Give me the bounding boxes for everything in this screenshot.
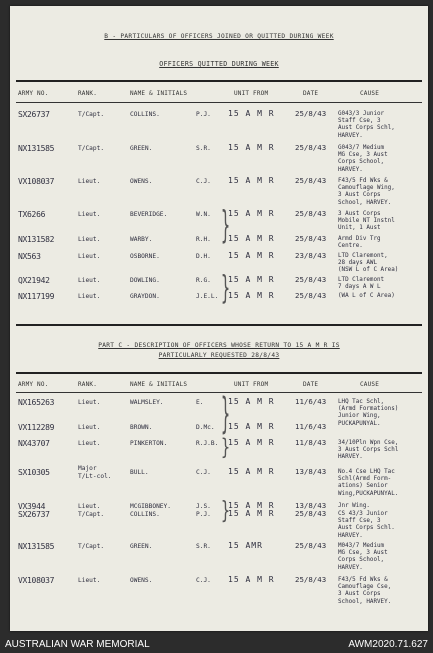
name: GREEN. [130, 543, 153, 550]
unit-from: 15 A M R [228, 422, 275, 431]
date: 25/8/43 [295, 275, 327, 284]
initials: J.E.L. [196, 293, 219, 300]
initials: D.H. [196, 253, 211, 260]
rank: Lieut. [78, 503, 101, 510]
table-row [10, 511, 428, 547]
grouping-brace: } [221, 388, 231, 439]
rank: Lieut. [78, 253, 101, 260]
cause: M043/7 Medium MG Cse, 3 Aust Corps School, HARVEY. [338, 543, 388, 571]
army-number: QX21942 [18, 276, 50, 285]
name: OWENS. [130, 178, 153, 185]
table-row [10, 577, 428, 613]
cause: F43/5 Fd Wks & Camouflage Wing, 3 Aust Corps School, HARVEY. [338, 178, 395, 206]
cause: LTD Claremont 7 days A W L [338, 277, 385, 291]
table-row [10, 145, 428, 181]
initials: D.Mc. [196, 424, 215, 431]
army-number: SX26737 [18, 510, 50, 519]
army-number: VX108037 [18, 177, 55, 186]
name: WALMSLEY. [130, 399, 164, 406]
rank: Lieut. [78, 236, 101, 243]
name: DOWLING. [130, 277, 160, 284]
rank: Lieut. [78, 424, 101, 431]
initials: J.S. [196, 503, 211, 510]
unit-from: 15 A M R [228, 575, 275, 584]
footer-bar [0, 634, 433, 653]
initials: C.J. [196, 577, 211, 584]
army-number: VX112289 [18, 423, 55, 432]
table-row [10, 543, 428, 579]
rank: Lieut. [78, 277, 101, 284]
column-header: UNIT FROM [234, 90, 269, 97]
date: 25/8/43 [295, 541, 327, 550]
date: 25/8/43 [295, 209, 327, 218]
header-rule [16, 372, 422, 374]
initials: P.J. [196, 511, 211, 518]
rank: Lieut. [78, 293, 101, 300]
army-number: NX165263 [18, 398, 55, 407]
unit-from: 15 A M R [228, 275, 275, 284]
initials: E. [196, 399, 204, 406]
grouping-brace: } [221, 202, 231, 248]
date: 25/8/43 [295, 234, 327, 243]
rank: T/Capt. [78, 511, 105, 518]
initials: C.J. [196, 178, 211, 185]
table-row [10, 178, 428, 214]
name: GREEN. [130, 145, 153, 152]
column-header: DATE [303, 90, 319, 97]
army-number: SX26737 [18, 110, 50, 119]
name: OWENS. [130, 577, 153, 584]
unit-from: 15 A M R [228, 291, 275, 300]
rank: T/Capt. [78, 543, 105, 550]
name: COLLINS. [130, 111, 160, 118]
name: WARBY. [130, 236, 153, 243]
army-number: NX131585 [18, 144, 55, 153]
section-b-title: B - PARTICULARS OF OFFICERS JOINED OR QUITTED DURING WEEK [104, 33, 334, 40]
header-rule [16, 392, 422, 393]
name: PINKERTON. [130, 440, 168, 447]
footer-accession-number: AWM2020.71.627 [348, 639, 428, 650]
rank: Lieut. [78, 211, 101, 218]
unit-from: 15 A M R [228, 467, 275, 476]
initials: P.J. [196, 111, 211, 118]
date: 11/6/43 [295, 422, 327, 431]
table-row [10, 465, 428, 505]
date: 11/8/43 [295, 438, 327, 447]
column-header: RANK. [78, 381, 98, 388]
rank: Major T/Lt-col. [78, 465, 112, 480]
column-header: CAUSE [360, 381, 380, 388]
section-divider [16, 324, 422, 326]
initials: W.N. [196, 211, 211, 218]
document-page [10, 6, 428, 631]
section-c-title: PART C - DESCRIPTION OF OFFICERS WHOSE RETURN TO 15 A M R IS [98, 342, 340, 349]
unit-from: 15 A M R [228, 176, 275, 185]
grouping-brace: } [221, 268, 231, 308]
initials: R.J.B. [196, 440, 219, 447]
date: 25/8/43 [295, 575, 327, 584]
initials: C.J. [196, 469, 211, 476]
date: 25/8/43 [295, 143, 327, 152]
name: GRAYDON. [130, 293, 160, 300]
table-row [10, 111, 428, 147]
cause: CS 43/3 Junior Staff Cse, 3 Aust Corps Schl. HARVEY. [338, 511, 395, 539]
grouping-brace: } [221, 496, 231, 525]
army-number: TX6266 [18, 210, 46, 219]
army-number: NX43707 [18, 439, 50, 448]
cause: (WA L of C Area) [338, 293, 395, 299]
column-header: NAME & INITIALS [130, 90, 188, 97]
army-number: NX131585 [18, 542, 55, 551]
army-number: VX108037 [18, 576, 55, 585]
army-number: NX563 [18, 252, 41, 261]
date: 11/6/43 [295, 397, 327, 406]
date: 13/8/43 [295, 501, 327, 510]
initials: R.H. [196, 236, 211, 243]
rank: Lieut. [78, 577, 101, 584]
column-header: NAME & INITIALS [130, 381, 188, 388]
header-rule [16, 102, 422, 103]
rank: Lieut. [78, 178, 101, 185]
army-number: NX131582 [18, 235, 55, 244]
unit-from: 15 A M R [228, 509, 275, 518]
cause: F43/5 Fd Wks & Camouflage Cse, 3 Aust Corps School, HARVEY. [338, 577, 392, 605]
date: 25/8/43 [295, 291, 327, 300]
army-number: VX3944 [18, 502, 46, 511]
column-header: RANK. [78, 90, 98, 97]
initials: S.R. [196, 543, 211, 550]
unit-from: 15 A M R [228, 209, 275, 218]
rank: Lieut. [78, 399, 101, 406]
footer-credit: AUSTRALIAN WAR MEMORIAL [5, 639, 150, 650]
rank: T/Capt. [78, 145, 105, 152]
cause: G043/7 Medium MG Cse, 3 Aust Corps School, HARVEY. [338, 145, 388, 173]
name: OSBORNE. [130, 253, 160, 260]
name: BULL. [130, 469, 149, 476]
date: 25/8/43 [295, 176, 327, 185]
name: BEVERIDGE. [130, 211, 168, 218]
name: COLLINS. [130, 511, 160, 518]
cause: Armd Div Trg Centre. [338, 236, 381, 250]
cause: 3 Aust Corps Mobile NT Instnl Unit, 1 Aust [338, 211, 395, 232]
cause: LTD Claremont, 28 days AWL (NSW L of C Area) [338, 253, 399, 274]
cause: Jnr Wing. [338, 503, 370, 509]
army-number: SX10305 [18, 468, 50, 477]
name: MCGIBBONEY. [130, 503, 171, 510]
date: 13/8/43 [295, 467, 327, 476]
grouping-brace: } [221, 433, 231, 461]
cause: LHQ Tac Schl, (Armd Formations) Junior Wing, PUCKAPUNYAL. [338, 399, 399, 427]
unit-from: 15 A M R [228, 251, 275, 260]
date: 23/8/43 [295, 251, 327, 260]
initials: R.G. [196, 277, 211, 284]
column-header: ARMY NO. [18, 90, 49, 97]
unit-from: 15 A M R [228, 234, 275, 243]
name: BROWN. [130, 424, 153, 431]
unit-from: 15 A M R [228, 438, 275, 447]
cause: No.4 Cse LHQ Tac Schl(Armd Form- ations) Senior Wing,PUCKAPUNYAL. [338, 469, 399, 497]
section-b-subtitle: OFFICERS QUITTED DURING WEEK [159, 60, 279, 68]
initials: S.R. [196, 145, 211, 152]
unit-from: 15 A M R [228, 143, 275, 152]
unit-from: 15 A M R [228, 109, 275, 118]
unit-from: 15 A M R [228, 397, 275, 406]
column-header: ARMY NO. [18, 381, 49, 388]
column-header: DATE [303, 381, 319, 388]
cause: G043/3 Junior Staff Cse, 3 Aust Corps Schl, HARVEY. [338, 111, 395, 139]
rank: Lieut. [78, 440, 101, 447]
column-header: CAUSE [360, 90, 380, 97]
section-c-title-line2: PARTICULARLY REQUESTED 28/8/43 [158, 352, 280, 359]
date: 25/8/43 [295, 109, 327, 118]
column-header: UNIT FROM [234, 381, 269, 388]
rank: T/Capt. [78, 111, 105, 118]
cause: 34/10Pln Wpn Cse, 3 Aust Corps Schl HARVEY. [338, 440, 399, 461]
unit-from: 15 A M R [228, 501, 275, 510]
army-number: NX117199 [18, 292, 55, 301]
unit-from: 15 AMR [228, 541, 263, 550]
date: 25/8/43 [295, 509, 327, 518]
header-rule [16, 80, 422, 82]
